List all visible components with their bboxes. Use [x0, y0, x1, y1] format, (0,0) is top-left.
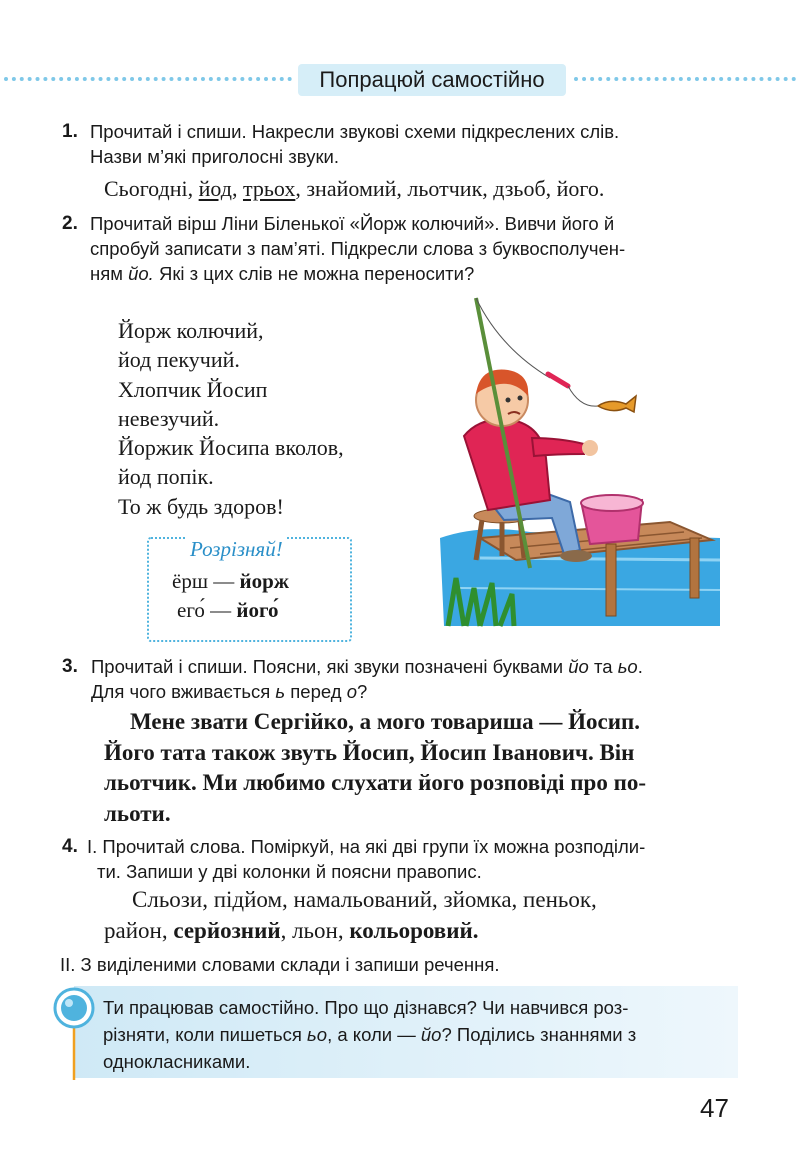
bold-word: кольоровий. — [349, 917, 479, 943]
poem-line: йод пекучий. — [118, 347, 240, 373]
task-3-ex-line: Його тата також звуть Йосип, Йосип Іванович. Він — [104, 739, 635, 765]
task-4-exercise — [104, 885, 744, 946]
task-4-part-2: ІІ. З виділеними словами склади і запиши речення. — [60, 954, 500, 975]
task-4-line-2: ти. Запиши у дві колонки й поясни правопис. — [97, 861, 482, 882]
task-4-ex-line — [104, 916, 744, 947]
fishing-line — [476, 298, 550, 378]
task-4-ex-line: Сльози, підйом, намальований, зйомка, пеньок, — [132, 887, 597, 912]
poem-line: Йорж колючий, — [118, 318, 264, 343]
eye — [506, 398, 511, 403]
rozriznyai-title: Розрізняй! — [186, 537, 287, 562]
bold-word: серйозний — [173, 917, 281, 943]
red-sweater — [464, 419, 550, 510]
text: ням — [90, 263, 129, 284]
dash: — — [208, 569, 240, 593]
task-1-text: , знайомий, льотчик, дзьоб, його. — [295, 176, 605, 201]
pier-post — [690, 538, 699, 598]
bold-word: його́ — [236, 598, 279, 622]
poem-line: Хлопчик Йосип — [118, 376, 268, 402]
pin-marker-icon — [52, 986, 96, 1082]
text: , а коли — — [327, 1024, 421, 1045]
poem — [118, 316, 344, 521]
text: ? — [356, 681, 368, 702]
poem-line: Йоржик Йосипа вколов, — [118, 435, 344, 461]
text: перед — [285, 681, 347, 702]
bucket-rim — [581, 495, 643, 511]
italic-text: йо — [568, 656, 589, 677]
task-1-text: , — [231, 176, 243, 201]
task-2-line-1: Прочитай вірш Ліни Біленької «Йорж колючий». Вивчи його й — [90, 213, 615, 234]
bold-word: йорж — [239, 569, 290, 593]
underlined-word: трьох — [242, 176, 296, 201]
task-1-line-1: Прочитай і спиши. Накресли звукові схеми підкреслених слів. — [90, 121, 620, 142]
hand — [582, 440, 598, 456]
text: Які з цих слів не можна переносити? — [153, 263, 475, 284]
shoe — [560, 550, 592, 562]
text: . — [637, 656, 643, 677]
task-3-ex-line: льотчик. Ми любимо слухати його розповіді про по- — [104, 770, 646, 795]
text: , льон, — [280, 917, 350, 943]
summary-line-1: Ти працював самостійно. Про що дізнався? Чи навчився роз- — [103, 997, 629, 1018]
header-dots-right — [574, 77, 796, 81]
task-4-number: 4. — [62, 836, 78, 857]
summary-line-3: однокласниками. — [103, 1051, 251, 1072]
italic-text: ьо — [617, 656, 638, 677]
text: та — [588, 656, 618, 677]
task-1-line-2: Назви м’які приголосні звуки. — [90, 146, 340, 167]
task-1-instruction — [90, 119, 619, 169]
sweater-arm — [532, 438, 584, 456]
italic-text: йо. — [128, 263, 154, 284]
fish — [598, 396, 636, 412]
summary-line-2 — [103, 1021, 731, 1048]
summary-text — [103, 994, 731, 1075]
task-3-ex-line: льоти. — [104, 800, 171, 826]
rozriznyai-line-2 — [177, 598, 279, 623]
task-3-line-2 — [91, 679, 643, 704]
fishing-line — [568, 386, 598, 406]
task-3-ex-line: Мене звати Сергійко, а мого товариша — Йосип. — [130, 709, 641, 734]
float — [548, 374, 568, 386]
text: Для чого вживається — [91, 681, 276, 702]
word: ёрш — [172, 569, 208, 593]
task-3-number: 3. — [62, 656, 78, 677]
eye — [518, 396, 523, 401]
task-1-exercise — [104, 174, 604, 204]
page-number: 47 — [700, 1093, 729, 1123]
poem-line: йод попік. — [118, 464, 214, 490]
task-4-line-1: І. Прочитай слова. Поміркуй, на які дві групи їх можна розподіли- — [87, 836, 646, 857]
word: его́ — [177, 598, 205, 622]
task-2-number: 2. — [62, 213, 78, 234]
task-2-line-3 — [90, 261, 730, 286]
poem-line: невезучий. — [118, 405, 220, 431]
dash: — — [204, 598, 237, 622]
text: ? Поділись знаннями з — [441, 1024, 637, 1045]
task-1-number: 1. — [62, 121, 78, 142]
text: Прочитай і спиши. Поясни, які звуки позначені буквами — [91, 656, 569, 677]
task-3-instruction — [91, 654, 643, 704]
boy-fishing-illustration — [420, 288, 720, 628]
rozriznyai-line-1 — [172, 569, 289, 594]
italic-text: ьо — [307, 1024, 328, 1045]
header-dots-left — [4, 77, 292, 81]
task-4-instruction — [87, 834, 645, 884]
poem-line: То ж будь здоров! — [118, 493, 284, 519]
italic-text: йо — [420, 1024, 442, 1045]
italic-text: ь — [275, 681, 286, 702]
task-3-line-1 — [91, 654, 643, 679]
task-3-exercise — [104, 707, 744, 829]
text: район, — [104, 917, 174, 943]
pier-post — [606, 544, 616, 616]
text: різняти, коли пишеться — [103, 1024, 308, 1045]
task-2-line-2: спробуй записати з пам’яті. Підкресли слова з буквосполучен- — [90, 238, 626, 259]
task-1-text: Сьогодні, — [104, 176, 199, 201]
italic-text: о — [346, 681, 357, 702]
section-title: Попрацюй самостійно — [298, 64, 566, 96]
underlined-word: йод — [198, 176, 232, 201]
task-2-instruction — [90, 211, 730, 286]
